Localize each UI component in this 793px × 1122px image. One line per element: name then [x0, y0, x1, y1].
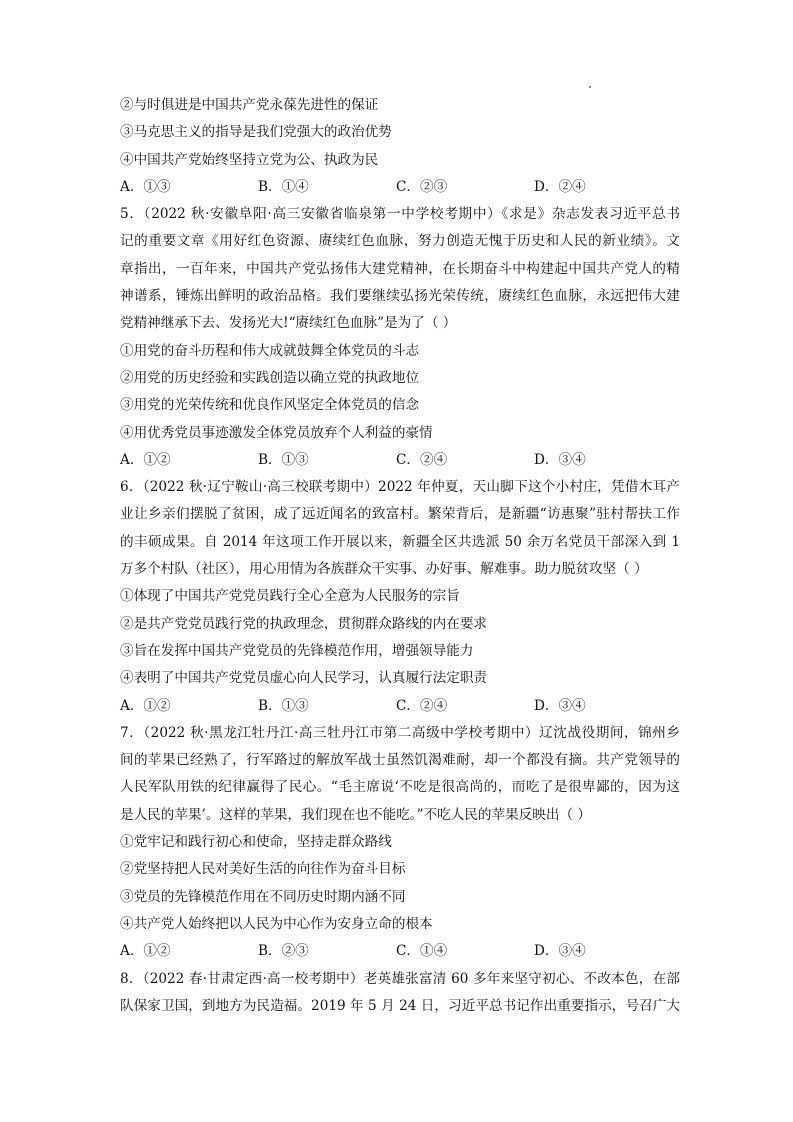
question-6 — [120, 474, 680, 720]
q5-options — [120, 447, 680, 474]
q5-option-d: D．③④ — [534, 451, 586, 468]
q7-stem-line-3: 人民军队用铁的纪律赢得了民心。“毛主席说‘不吃是很高尚的，而吃了是很卑鄙的，因为这 — [120, 779, 680, 796]
exam-page — [120, 92, 680, 1020]
q5-stem-line-3: 章指出，一百年来，中国共产党弘扬伟大建党精神，在长期奋斗中构建起中国共产党人的精 — [120, 260, 680, 277]
q6-options — [120, 693, 680, 720]
q7-statement-3: ③党员的先锋模范作用在不同历史时期内涵不同 — [120, 888, 406, 905]
q7-statement-4: ④共产党人始终把以人民为中心作为安身立命的根本 — [120, 915, 433, 932]
q4-statement-2: ②与时俱进是中国共产党永葆先进性的保证 — [120, 97, 379, 113]
q6-statement-2: ②是共产党党员践行党的执政理念，贯彻群众路线的内在要求 — [120, 615, 488, 632]
q7-option-d: D．③④ — [534, 943, 586, 960]
q8-stem-line-2: 队保家卫国，到地方为民造福。2019 年 5 月 24 日，习近平总书记作出重要指示，号召广大 — [120, 997, 680, 1014]
q4-statement-4: ④中国共产党始终坚持立党为公、执政为民 — [120, 151, 379, 168]
stray-dot — [589, 86, 591, 88]
q6-option-c: C．②④ — [396, 697, 448, 714]
question-4 — [120, 92, 680, 201]
q7-statement-2: ②党坚持把人民对美好生活的向往作为奋斗目标 — [120, 861, 406, 878]
q7-stem-line-1: 7．（2022 秋·黑龙江牡丹江·高三牡丹江市第二高级中学校考期中）辽沈战役期间，锦州乡 — [120, 724, 680, 741]
q5-stem-line-4: 神谱系，锤炼出鲜明的政治品格。我们要继续弘扬光荣传统，赓续红色血脉，永远把伟大建 — [120, 288, 680, 305]
q6-option-d: D．③④ — [534, 697, 586, 714]
q6-stem-line-2: 业让乡亲们摆脱了贫困，成了远近闻名的致富村。繁荣背后，是新疆“访惠聚”驻村帮扶工作 — [120, 506, 680, 523]
q8-stem-line-1: 8．（2022 春·甘肃定西·高一校考期中）老英雄张富清 60 多年来坚守初心、不改本色，在部 — [120, 970, 680, 987]
question-7 — [120, 720, 680, 966]
q7-option-a: A．①② — [120, 943, 171, 960]
q5-stem-line-5: 党精神继承下去、发扬光大!“赓续红色血脉”是为了（ ） — [120, 315, 457, 332]
q6-stem-line-4: 万多个村队（社区），用心用情为各族群众干实事、办好事、解难事。助力脱贫攻坚（ ） — [120, 561, 648, 578]
q7-option-c: C．①④ — [396, 943, 448, 960]
q4-statement-3: ③马克思主义的指导是我们党强大的政治优势 — [120, 124, 392, 141]
q6-option-a: A．①② — [120, 697, 171, 714]
q5-option-c: C．②④ — [396, 451, 448, 468]
q6-statement-4: ④表明了中国共产党党员虚心向人民学习，认真履行法定职责 — [120, 670, 488, 687]
q7-stem-line-4: 是人民的苹果’。这样的苹果，我们现在也不能吃。”不吃人民的苹果反映出（ ） — [120, 806, 591, 823]
question-5 — [120, 201, 680, 474]
q5-option-b: B．①③ — [258, 451, 309, 468]
q4-option-a: A．①③ — [120, 178, 171, 195]
q5-statement-3: ③用党的光荣传统和优良作风坚定全体党员的信念 — [120, 397, 420, 414]
q5-stem-line-2: 记的重要文章《用好红色资源、赓续红色血脉，努力创造无愧于历史和人民的新业绩》。文 — [120, 233, 680, 250]
q7-options — [120, 938, 680, 965]
q5-statement-1: ①用党的奋斗历程和伟大成就鼓舞全体党员的斗志 — [120, 342, 420, 359]
q6-stem-line-3: 的丰硕成果。自 2014 年这项工作开展以来，新疆全区共选派 50 余万名党员干部深入到 1 — [120, 533, 680, 550]
q5-statement-4: ④用优秀党员事迹激发全体党员放弃个人利益的豪情 — [120, 424, 433, 441]
q4-option-d: D．②④ — [534, 178, 586, 195]
q7-option-b: B．②③ — [258, 943, 309, 960]
q7-statement-1: ①党牢记和践行初心和使命，坚持走群众路线 — [120, 834, 392, 851]
q4-options — [120, 174, 680, 201]
q6-statement-3: ③旨在发挥中国共产党党员的先锋模范作用，增强领导能力 — [120, 642, 474, 659]
q6-option-b: B．①③ — [258, 697, 309, 714]
q6-statement-1: ①体现了中国共产党党员践行全心全意为人民服务的宗旨 — [120, 588, 460, 605]
q5-option-a: A．①② — [120, 451, 171, 468]
q6-stem-line-1: 6．（2022 秋·辽宁鞍山·高三校联考期中）2022 年仲夏，天山脚下这个小村庄，凭借木耳产 — [120, 479, 680, 496]
question-8 — [120, 966, 680, 1021]
q5-stem-line-1: 5．（2022 秋·安徽阜阳·高三安徽省临泉第一中学校考期中）《求是》杂志发表习近平总书 — [120, 206, 680, 223]
q7-stem-line-2: 间的苹果已经熟了，行军路过的解放军战士虽然饥渴难耐，却一个都没有摘。共产党领导的 — [120, 752, 680, 769]
q4-option-b: B．①④ — [258, 178, 309, 195]
q5-statement-2: ②用党的历史经验和实践创造以确立党的执政地位 — [120, 369, 420, 386]
q4-option-c: C．②③ — [396, 178, 448, 195]
